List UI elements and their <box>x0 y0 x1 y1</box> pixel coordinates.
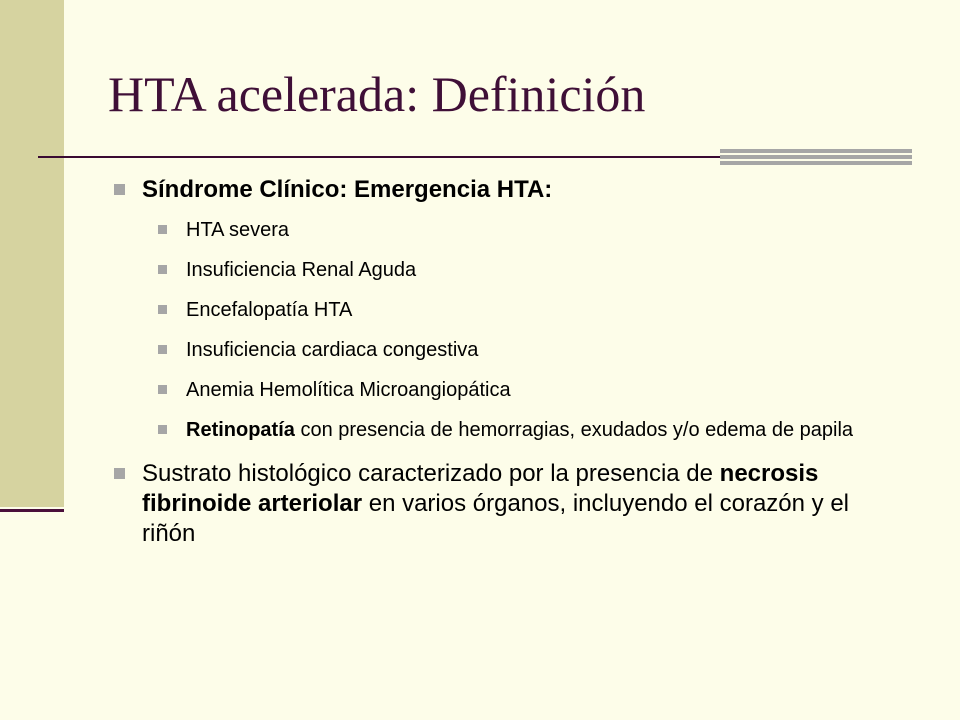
sub-bullet-item <box>112 378 902 403</box>
sub-bullet-item <box>112 338 902 363</box>
square-bullet-icon <box>158 425 167 434</box>
slide-title: HTA acelerada: Definición <box>108 66 646 122</box>
square-bullet-icon <box>158 385 167 394</box>
sub-bullet-text: HTA severa <box>186 219 289 241</box>
bullet-bold-term: necrosis fibrinoide arteriolar <box>142 460 819 517</box>
sub-bullet-item <box>112 218 902 243</box>
sub-bullet-text: Anemia Hemolítica Microangiopática <box>186 379 511 401</box>
sub-bullet-item-retinopathy <box>112 418 902 443</box>
sub-bullet-item <box>112 298 902 323</box>
sub-bullet-text: Insuficiencia cardiaca congestiva <box>186 339 479 361</box>
sub-bullet-text: Encefalopatía HTA <box>186 299 353 321</box>
bullet-text-after: en varios órganos, incluyendo el corazón y el riñón <box>142 490 849 547</box>
square-bullet-icon <box>114 468 125 479</box>
sub-bullet-list <box>112 218 902 443</box>
sub-bullet-item <box>112 258 902 283</box>
bullet-text-before: Sustrato histológico caracterizado por la presencia de <box>142 460 720 487</box>
left-accent-bar <box>0 0 64 507</box>
bullet-point-histology <box>112 459 902 549</box>
title-divider-accent <box>720 149 912 165</box>
square-bullet-icon <box>158 305 167 314</box>
slide-body <box>112 176 902 549</box>
square-bullet-icon <box>158 265 167 274</box>
left-accent-rule <box>0 509 64 512</box>
bullet-text: Síndrome Clínico: Emergencia HTA: <box>142 176 553 203</box>
square-bullet-icon <box>114 184 125 195</box>
square-bullet-icon <box>158 345 167 354</box>
sub-bullet-bold-term: Retinopatía <box>186 419 295 441</box>
sub-bullet-text: Insuficiencia Renal Aguda <box>186 259 417 281</box>
bullet-point-syndrome <box>112 176 902 204</box>
square-bullet-icon <box>158 225 167 234</box>
sub-bullet-text: con presencia de hemorragias, exudados y/o edema de papila <box>294 419 854 441</box>
